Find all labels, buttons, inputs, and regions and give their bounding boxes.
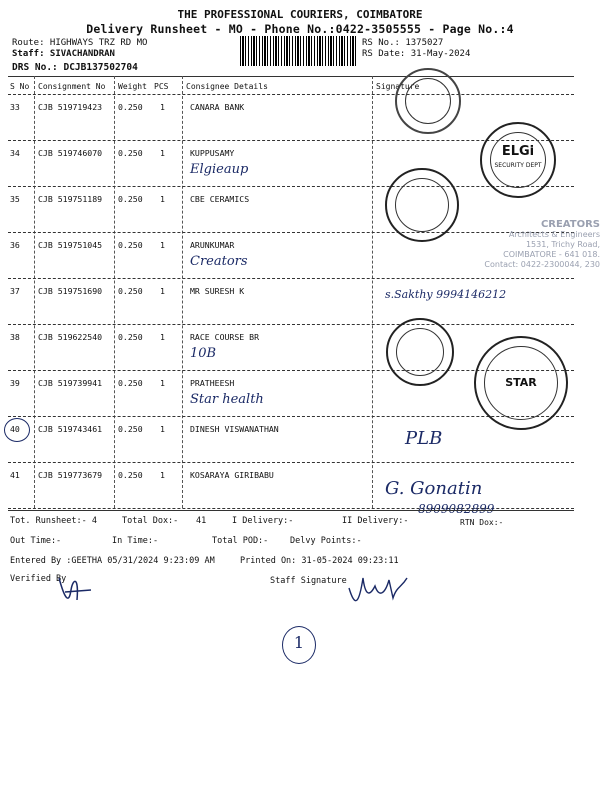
row-consignee: CBE CERAMICS [190, 194, 250, 204]
row-sno: 38 [10, 332, 20, 342]
row-consignee: PRATHEESH [190, 378, 235, 388]
creators-stamp [466, 220, 600, 270]
star-logo-text: STAR [505, 376, 537, 389]
row-handwritten-note: 10B [190, 346, 217, 361]
creators-address-1: 1531, Trichy Road, [525, 240, 600, 249]
row-sno: 36 [10, 240, 20, 250]
row-consignment-no: CJB 519719423 [38, 102, 103, 112]
row-consignment-no: CJB 519622540 [38, 332, 103, 342]
col-header-consignee: Consignee Details [186, 82, 268, 91]
row-weight: 0.250 [118, 424, 143, 434]
col-header-weight: Weight [118, 82, 147, 91]
row-sno: 34 [10, 148, 20, 158]
row-pcs: 1 [160, 240, 165, 250]
row-consignment-no: CJB 519746070 [38, 148, 103, 158]
row-sno: 41 [10, 470, 20, 480]
row-pcs: 1 [160, 102, 165, 112]
creators-contact: Contact: 0422-2300044, 230 [484, 260, 600, 269]
creators-address-2: COIMBATORE - 641 018. [503, 250, 600, 259]
row-handwritten-note: Star health [190, 392, 264, 407]
out-time: Out Time:- [10, 536, 62, 546]
staff-label: Staff: SIVACHANDRAN [12, 49, 115, 59]
row-weight: 0.250 [118, 102, 143, 112]
row-weight: 0.250 [118, 194, 143, 204]
row-handwritten-note: Elgieaup [190, 162, 249, 177]
rs-date: RS Date: 31-May-2024 [362, 49, 471, 59]
creators-subtitle: Architects & Engineers [508, 230, 600, 239]
elgi-logo-text: ELGi [501, 144, 535, 159]
row-consignee: KOSARAYA GIRIBABU [190, 470, 274, 480]
row-weight: 0.250 [118, 378, 143, 388]
row-divider [8, 324, 574, 325]
row-pcs: 1 [160, 286, 165, 296]
page-mark: 1 [293, 633, 305, 652]
table-top-border [8, 76, 574, 77]
row-pcs: 1 [160, 424, 165, 434]
signature-row-37: s.Sakthy 9994146212 [385, 288, 507, 301]
row-divider [8, 462, 574, 463]
verified-signature-scribble [55, 570, 95, 610]
col-header-pcs: PCS [154, 82, 169, 91]
row-weight: 0.250 [118, 332, 143, 342]
star-health-stamp [474, 336, 568, 430]
row-consignment-no: CJB 519773679 [38, 470, 103, 480]
signature-row-41: G. Gonatin [385, 478, 483, 499]
row-weight: 0.250 [118, 470, 143, 480]
row-weight: 0.250 [118, 148, 143, 158]
row-sno: 40 [10, 424, 20, 434]
total-pod: Total POD:- [212, 536, 269, 546]
entered-by: Entered By :GEETHA 05/31/2024 9:23:09 AM [10, 556, 215, 566]
table-header-divider [8, 94, 574, 95]
footer-divider [8, 510, 574, 511]
delvy-points: Delvy Points:- [290, 536, 362, 546]
tot-runsheet: Tot. Runsheet:- 4 [10, 516, 97, 526]
row-pcs: 1 [160, 332, 165, 342]
row-pcs: 1 [160, 378, 165, 388]
verified-by: Verified By [10, 574, 67, 584]
total-dox-label: Total Dox:- [122, 516, 179, 526]
rubber-stamp [386, 318, 454, 386]
signature-row-40: PLB [405, 428, 443, 449]
row-sno: 37 [10, 286, 20, 296]
runsheet-title: Delivery Runsheet - MO - Phone No.:0422-3505555 - Page No.:4 [86, 22, 514, 36]
rubber-stamp [385, 168, 459, 242]
row-sno: 39 [10, 378, 20, 388]
row-handwritten-note: Creators [190, 254, 248, 269]
row-consignment-no: CJB 519751189 [38, 194, 103, 204]
ii-delivery: II Delivery:- [342, 516, 409, 526]
row-consignee: KUPPUSAMY [190, 148, 235, 158]
printed-on: Printed On: 31-05-2024 09:23:11 [240, 556, 399, 566]
total-dox-value: 41 [196, 516, 207, 526]
barcode [240, 36, 358, 66]
staff-signature-label: Staff Signature [270, 576, 347, 586]
rtn-dox: RTN Dox:- [460, 518, 504, 527]
staff-signature-scribble [345, 568, 415, 608]
row-divider [8, 278, 574, 279]
row-40-circle-mark [4, 418, 30, 442]
col-header-sno: S No [10, 82, 30, 91]
rubber-stamp [395, 68, 461, 134]
in-time: In Time:- [112, 536, 159, 546]
row-consignment-no: CJB 519743461 [38, 424, 103, 434]
col-header-signature: Signature [376, 82, 420, 91]
row-consignment-no: CJB 519751690 [38, 286, 103, 296]
row-sno: 33 [10, 102, 20, 112]
row-consignee: RACE COURSE BR [190, 332, 260, 342]
drs-number: DRS No.: DCJB137502704 [12, 62, 138, 73]
row-consignment-no: CJB 519751045 [38, 240, 103, 250]
row-divider [8, 186, 574, 187]
rs-number: RS No.: 1375027 [362, 38, 444, 48]
creators-title: CREATORS [540, 219, 600, 230]
route-label: Route: HIGHWAYS TRZ RD MO [12, 38, 148, 48]
row-consignee: CANARA BANK [190, 102, 245, 112]
row-pcs: 1 [160, 194, 165, 204]
elgi-security-stamp [480, 122, 556, 198]
row-pcs: 1 [160, 470, 165, 480]
col-header-consignment: Consignment No [38, 82, 106, 91]
page-mark-circle [282, 626, 316, 664]
row-consignee: DINESH VISWANATHAN [190, 424, 279, 434]
row-consignee: ARUNKUMAR [190, 240, 235, 250]
row-consignment-no: CJB 519739941 [38, 378, 103, 388]
row-consignee: MR SURESH K [190, 286, 245, 296]
signature-row-41-phone: 8909082899 [418, 502, 495, 516]
row-weight: 0.250 [118, 286, 143, 296]
i-delivery: I Delivery:- [232, 516, 294, 526]
company-name: THE PROFESSIONAL COURIERS, COIMBATORE [177, 8, 423, 21]
row-weight: 0.250 [118, 240, 143, 250]
row-pcs: 1 [160, 148, 165, 158]
elgi-dept-text: SECURITY DEPT [494, 162, 542, 169]
row-sno: 35 [10, 194, 20, 204]
